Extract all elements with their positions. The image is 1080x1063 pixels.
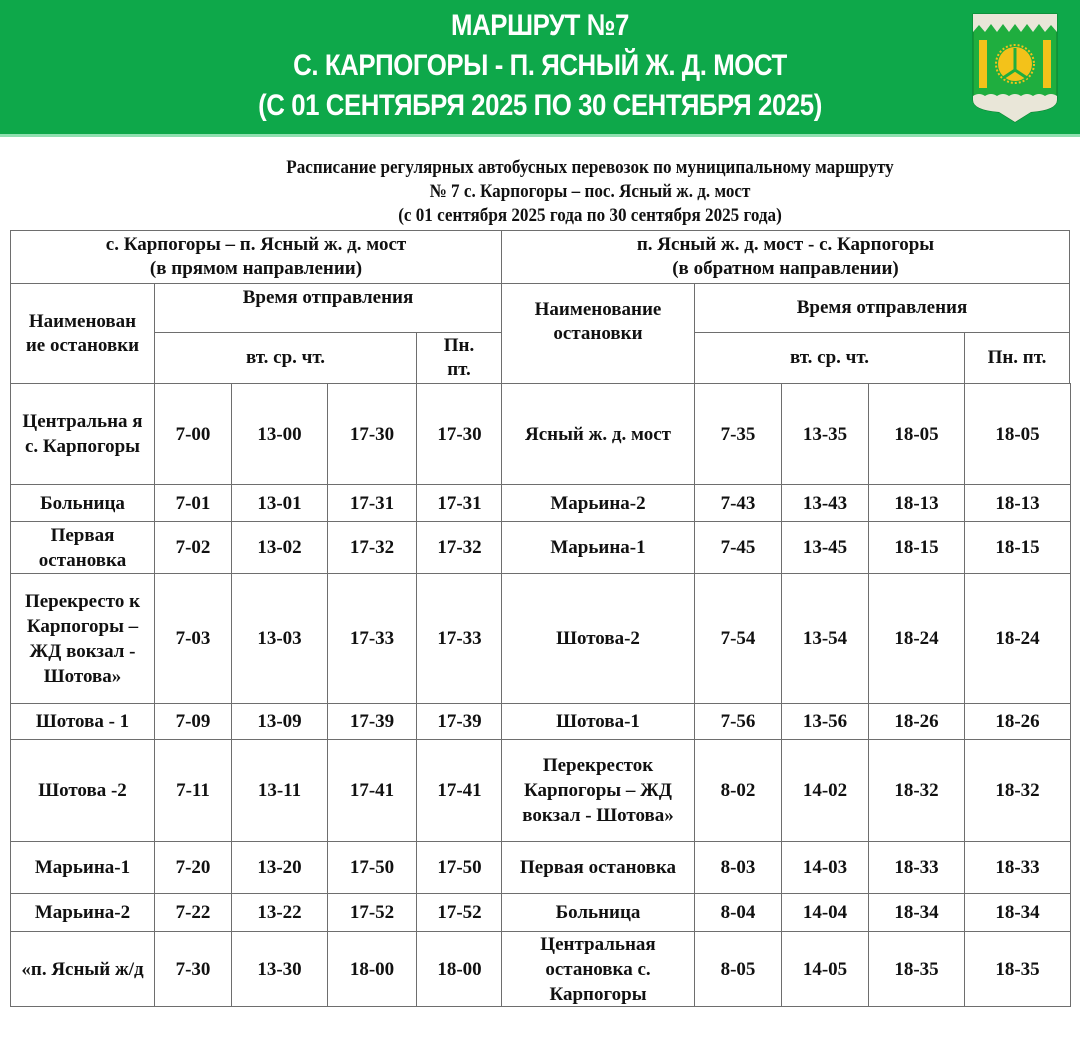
backward-departure-time-cell — [964, 521, 1071, 574]
departure-time: 8-02 — [720, 780, 756, 801]
departure-time: 7-11 — [176, 780, 210, 801]
departure-time: 8-05 — [720, 958, 756, 980]
stop-name: Ясный ж. д. мост — [525, 423, 671, 445]
departure-time: 14-05 — [802, 958, 848, 980]
forward-departure-time-cell — [231, 573, 328, 704]
backward-departure-time-cell — [781, 841, 869, 894]
departure-time: 17-41 — [437, 780, 482, 801]
departure-time: 7-30 — [175, 958, 211, 980]
backward-departure-time-cell — [694, 703, 782, 740]
forward-departure-time-cell — [231, 739, 328, 842]
departure-time: 13-00 — [257, 423, 302, 445]
schedule-title-line2: № 7 с. Карпогоры – пос. Ясный ж. д. мост — [429, 181, 751, 202]
backward-departure-time-cell — [694, 521, 782, 574]
forward-departure-time-cell — [416, 893, 503, 932]
departure-time: 7-20 — [175, 857, 211, 878]
schedule-title-line3: (с 01 сентября 2025 года по 30 сентября 2025 года) — [398, 205, 782, 226]
departure-time: 13-45 — [802, 537, 848, 558]
backward-departure-time-cell — [868, 703, 965, 740]
departure-time: 18-32 — [995, 780, 1040, 801]
forward-departure-time-cell — [327, 739, 417, 842]
departure-time: 8-04 — [720, 902, 756, 923]
backward-departure-time-cell — [694, 841, 782, 894]
departure-time: 13-03 — [257, 628, 302, 649]
forward-departure-time-cell — [327, 484, 417, 522]
departure-time: 17-39 — [349, 711, 395, 732]
backward-stop-name-cell — [501, 841, 695, 894]
stop-name: Марьина-2 — [550, 492, 646, 514]
forward-departure-time-cell — [154, 841, 232, 894]
departure-time: 18-24 — [894, 628, 939, 649]
departure-time: 17-30 — [349, 423, 395, 445]
departure-time: 18-35 — [894, 958, 939, 980]
stop-name: Марьина-1 — [550, 537, 646, 558]
backward-departure-time-cell — [964, 931, 1071, 1007]
forward-stop-name-cell — [10, 521, 155, 574]
backward-departure-time-cell — [694, 893, 782, 932]
departure-time: 18-05 — [894, 423, 939, 445]
forward-departure-time-cell — [416, 841, 503, 894]
forward-departure-time-cell — [231, 383, 328, 485]
forward-departure-time-cell — [231, 841, 328, 894]
backward-stop-name-cell — [501, 383, 695, 485]
departure-time: 18-33 — [894, 857, 939, 878]
departure-time: 13-09 — [257, 711, 302, 732]
departure-time: 18-15 — [894, 537, 939, 558]
departure-time: 17-50 — [349, 857, 395, 878]
forward-stop-header-label: Наименован ие остановки — [25, 310, 140, 356]
stop-name: Шотова-1 — [556, 711, 640, 732]
departure-time: 13-56 — [802, 711, 848, 732]
backward-days-monfri-label: Пн. пт. — [987, 347, 1047, 368]
departure-time: 18-26 — [894, 711, 939, 732]
backward-departure-time-cell — [868, 931, 965, 1007]
backward-stop-name-cell — [501, 703, 695, 740]
departure-time: 13-02 — [257, 537, 302, 558]
departure-time: 7-54 — [720, 628, 756, 649]
departure-time: 17-31 — [437, 492, 482, 514]
backward-departure-time-cell — [964, 484, 1071, 522]
stop-name: Перекресто к Карпогоры – ЖД вокзал - Шотова» — [24, 590, 141, 687]
backward-stop-name-cell — [501, 484, 695, 522]
backward-direction-header — [501, 230, 1070, 284]
forward-departure-time-cell — [327, 703, 417, 740]
route-period: (С 01 СЕНТЯБРЯ 2025 ПО 30 СЕНТЯБРЯ 2025) — [258, 89, 822, 122]
departure-time: 17-30 — [437, 423, 482, 445]
departure-time: 18-00 — [437, 958, 482, 980]
backward-stop-name-cell — [501, 573, 695, 704]
forward-stop-name-cell — [10, 931, 155, 1007]
stop-name: Шотова-2 — [556, 628, 640, 649]
stop-name: Центральная остановка с. Карпогоры — [540, 933, 656, 1005]
departure-time: 17-32 — [349, 537, 395, 558]
departure-time: 7-03 — [175, 628, 211, 649]
backward-days-weekday-header — [694, 332, 965, 384]
forward-days-monfri-header — [416, 332, 502, 384]
forward-days-monfri-label: Пн. пт. — [443, 335, 475, 380]
forward-stop-header — [10, 283, 155, 384]
backward-departure-time-cell — [781, 931, 869, 1007]
backward-departure-time-cell — [694, 484, 782, 522]
departure-time: 17-32 — [437, 537, 482, 558]
departure-time: 14-03 — [802, 857, 848, 878]
backward-time-header-label: Время отправления — [796, 297, 968, 318]
forward-departure-time-cell — [327, 383, 417, 485]
backward-departure-time-cell — [781, 703, 869, 740]
forward-days-weekday-header — [154, 332, 417, 384]
forward-departure-time-cell — [327, 841, 417, 894]
departure-time: 14-04 — [802, 902, 848, 923]
departure-time: 7-43 — [720, 492, 756, 514]
backward-departure-time-cell — [781, 573, 869, 704]
backward-stop-header — [501, 283, 695, 384]
backward-departure-time-cell — [964, 841, 1071, 894]
forward-departure-time-cell — [154, 484, 232, 522]
forward-direction-title: с. Карпогоры – п. Ясный ж. д. мост — [105, 234, 407, 255]
backward-departure-time-cell — [868, 383, 965, 485]
stop-name: Шотова -2 — [38, 780, 127, 801]
forward-departure-time-cell — [327, 521, 417, 574]
forward-direction-header — [10, 230, 502, 284]
departure-time: 18-32 — [894, 780, 939, 801]
departure-time: 18-35 — [995, 958, 1040, 980]
departure-time: 17-50 — [437, 857, 482, 878]
departure-time: 7-22 — [175, 902, 211, 923]
departure-time: 18-15 — [995, 537, 1040, 558]
departure-time: 18-13 — [894, 492, 939, 514]
backward-stop-name-cell — [501, 739, 695, 842]
backward-departure-time-cell — [964, 573, 1071, 704]
stop-name: «п. Ясный ж/д — [21, 958, 144, 980]
backward-departure-time-cell — [868, 521, 965, 574]
departure-time: 17-33 — [437, 628, 482, 649]
schedule-title-line1: Расписание регулярных автобусных перевозок по муниципальному маршруту — [286, 157, 894, 178]
backward-departure-time-cell — [781, 893, 869, 932]
forward-stop-name-cell — [10, 703, 155, 740]
forward-departure-time-cell — [327, 931, 417, 1007]
departure-time: 17-41 — [349, 780, 395, 801]
backward-departure-time-cell — [694, 739, 782, 842]
forward-stop-name-cell — [10, 739, 155, 842]
backward-departure-time-cell — [781, 521, 869, 574]
stop-name: Больница — [555, 902, 641, 923]
departure-time: 17-33 — [349, 628, 395, 649]
route-number: МАРШРУТ №7 — [451, 9, 629, 42]
backward-departure-time-cell — [868, 841, 965, 894]
forward-stop-name-cell — [10, 893, 155, 932]
forward-time-header — [154, 283, 502, 333]
forward-stop-name-cell — [10, 484, 155, 522]
stop-name: Шотова - 1 — [35, 711, 130, 732]
forward-stop-name-cell — [10, 383, 155, 485]
backward-departure-time-cell — [694, 383, 782, 485]
forward-departure-time-cell — [231, 703, 328, 740]
forward-departure-time-cell — [154, 573, 232, 704]
forward-departure-time-cell — [327, 893, 417, 932]
forward-departure-time-cell — [416, 484, 503, 522]
departure-time: 13-43 — [802, 492, 848, 514]
departure-time: 7-35 — [720, 423, 756, 445]
stop-name: Перекресток Карпогоры – ЖД вокзал - Шотова» — [522, 755, 674, 826]
stop-name: Больница — [40, 492, 125, 514]
stop-name: Марьина-2 — [34, 902, 131, 923]
departure-time: 18-24 — [995, 628, 1040, 649]
departure-time: 18-13 — [995, 492, 1040, 514]
backward-departure-time-cell — [781, 484, 869, 522]
backward-departure-time-cell — [868, 893, 965, 932]
forward-days-weekday-label: вт. ср. чт. — [245, 347, 326, 368]
stop-name: Первая остановка — [520, 857, 676, 878]
forward-departure-time-cell — [416, 383, 503, 485]
forward-departure-time-cell — [154, 521, 232, 574]
departure-time: 7-45 — [720, 537, 756, 558]
forward-departure-time-cell — [154, 703, 232, 740]
stop-name: Центральна я с. Карпогоры — [22, 411, 143, 457]
backward-departure-time-cell — [964, 703, 1071, 740]
backward-stop-name-cell — [501, 931, 695, 1007]
backward-stop-header-label: Наименование остановки — [534, 298, 662, 344]
forward-departure-time-cell — [154, 893, 232, 932]
backward-days-monfri-header — [964, 332, 1070, 384]
forward-departure-time-cell — [416, 739, 503, 842]
departure-time: 13-22 — [257, 902, 302, 923]
departure-time: 18-34 — [995, 902, 1040, 923]
backward-departure-time-cell — [868, 739, 965, 842]
departure-time: 17-52 — [437, 902, 482, 923]
departure-time: 7-56 — [720, 711, 756, 732]
backward-departure-time-cell — [964, 739, 1071, 842]
departure-time: 13-11 — [257, 780, 302, 801]
departure-time: 7-00 — [175, 423, 211, 445]
backward-stop-name-cell — [501, 521, 695, 574]
forward-stop-name-cell — [10, 573, 155, 704]
forward-departure-time-cell — [231, 521, 328, 574]
backward-departure-time-cell — [964, 383, 1071, 485]
forward-departure-time-cell — [154, 739, 232, 842]
forward-stop-name-cell — [10, 841, 155, 894]
stop-name: Марьина-1 — [34, 857, 131, 878]
departure-time: 13-35 — [802, 423, 848, 445]
departure-time: 18-26 — [995, 711, 1040, 732]
departure-time: 18-34 — [894, 902, 939, 923]
backward-departure-time-cell — [781, 739, 869, 842]
departure-time: 13-20 — [257, 857, 302, 878]
forward-departure-time-cell — [154, 931, 232, 1007]
backward-stop-name-cell — [501, 893, 695, 932]
departure-time: 17-52 — [349, 902, 395, 923]
departure-time: 13-30 — [257, 958, 302, 980]
backward-departure-time-cell — [964, 893, 1071, 932]
forward-departure-time-cell — [416, 931, 503, 1007]
forward-departure-time-cell — [154, 383, 232, 485]
backward-days-weekday-label: вт. ср. чт. — [789, 347, 870, 368]
departure-time: 17-39 — [437, 711, 482, 732]
departure-time: 14-02 — [802, 780, 848, 801]
departure-time: 18-05 — [995, 423, 1040, 445]
backward-departure-time-cell — [868, 484, 965, 522]
backward-direction-subtitle: (в обратном направлении) — [672, 258, 899, 279]
departure-time: 8-03 — [720, 857, 756, 878]
stop-name: Первая остановка — [38, 524, 127, 571]
route-name: С. КАРПОГОРЫ - П. ЯСНЫЙ Ж. Д. МОСТ — [293, 49, 787, 82]
departure-time: 13-54 — [802, 628, 848, 649]
departure-time: 13-01 — [257, 492, 302, 514]
backward-departure-time-cell — [694, 931, 782, 1007]
forward-departure-time-cell — [416, 703, 503, 740]
forward-time-header-label: Время отправления — [242, 287, 414, 308]
forward-departure-time-cell — [327, 573, 417, 704]
departure-time: 7-09 — [175, 711, 211, 732]
forward-departure-time-cell — [416, 521, 503, 574]
forward-departure-time-cell — [416, 573, 503, 704]
departure-time: 18-00 — [349, 958, 395, 980]
backward-departure-time-cell — [694, 573, 782, 704]
backward-departure-time-cell — [781, 383, 869, 485]
forward-departure-time-cell — [231, 893, 328, 932]
forward-departure-time-cell — [231, 931, 328, 1007]
backward-departure-time-cell — [868, 573, 965, 704]
forward-departure-time-cell — [231, 484, 328, 522]
backward-direction-title: п. Ясный ж. д. мост - с. Карпогоры — [636, 234, 935, 255]
departure-time: 18-33 — [995, 857, 1040, 878]
departure-time: 7-02 — [175, 537, 211, 558]
backward-time-header — [694, 283, 1070, 333]
forward-direction-subtitle: (в прямом направлении) — [149, 258, 363, 279]
departure-time: 7-01 — [175, 492, 211, 514]
departure-time: 17-31 — [349, 492, 395, 514]
